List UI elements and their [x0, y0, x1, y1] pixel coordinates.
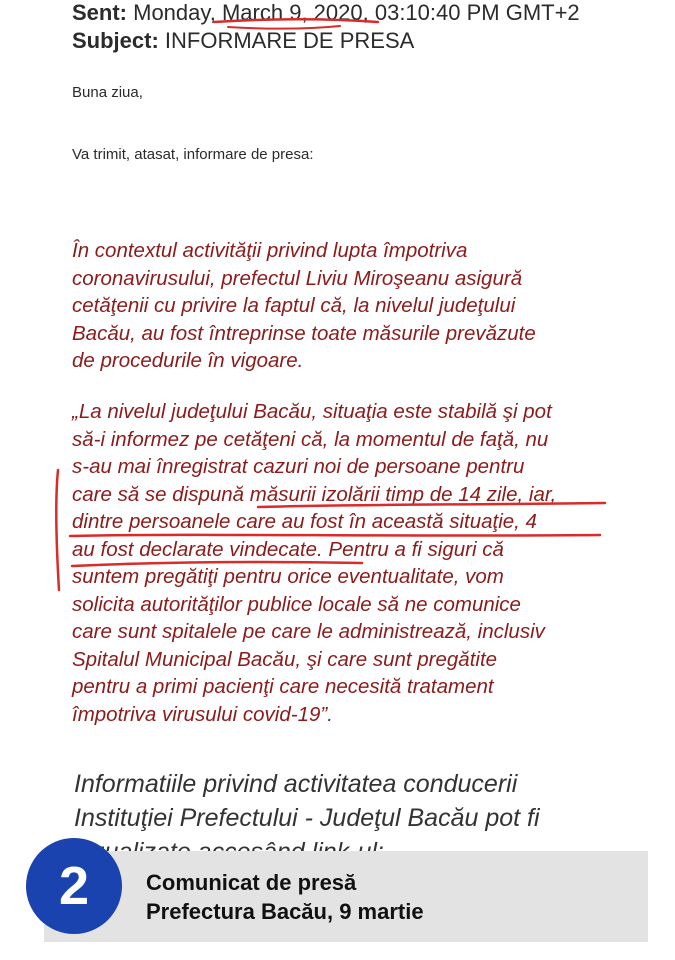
quote-line: s-au mai înregistrat cazuri noi de persoane pentru [72, 455, 525, 478]
press-quote-paragraph [72, 398, 662, 728]
sent-label: Sent: [72, 0, 127, 25]
press-paragraph-1 [72, 237, 662, 375]
sent-line [72, 0, 580, 26]
quote-line: dintre persoanele care au fost în această situaţie, 4 [72, 510, 537, 533]
quote-line: să-i informez pe cetăţeni că, la momentul de faţă, nu [72, 427, 549, 451]
quote-line: care sunt spitalele pe care le administrează, inclusiv [72, 620, 545, 643]
quote-line: au fost declarate vindecate. Pentru a fi siguri că [72, 537, 504, 561]
intro-text: Va trimit, atasat, informare de presa: [72, 146, 314, 163]
paragraph-line: coronavirusului, prefectul Liviu Miroşeanu asigură [72, 266, 523, 290]
quote-line: „La nivelul judeţului Bacău, situaţia este stabilă şi pot [72, 400, 552, 423]
sent-value: Monday, March 9, 2020, 03:10:40 PM GMT+2 [133, 0, 580, 25]
quote-line: pentru a primi pacienţi care necesită tratament [72, 675, 494, 698]
caption-subtitle: Prefectura Bacău, 9 martie [146, 899, 424, 924]
quote-line: solicita autorităţilor publice locale să ne comunice [72, 592, 521, 616]
quote-line: Spitalul Municipal Bacău, şi care sunt pregătite [72, 647, 498, 671]
paragraph-line: Bacău, au fost întreprinse toate măsurile prevăzute [72, 321, 536, 345]
subject-value: INFORMARE DE PRESA [164, 28, 415, 53]
info-line: Instituţiei Prefectului - Judeţul Bacău pot fi [74, 804, 540, 832]
margin-bracket [56, 470, 59, 590]
greeting-text: Buna ziua, [72, 84, 143, 101]
paragraph-line: de procedurile în vigoare. [72, 349, 304, 372]
quote-line: suntem pregătiţi pentru orice eventualitate, vom [72, 565, 504, 588]
caption-title: Comunicat de presă [146, 870, 357, 895]
info-line: Informatiile privind activitatea conducerii [74, 770, 518, 798]
quote-line: care să se dispună măsurii izolării timp de 14 zile, iar, [72, 482, 557, 506]
subject-label: Subject: [72, 28, 159, 53]
subject-line [72, 28, 414, 54]
quote-line: împotriva virusului covid-19”. [72, 702, 333, 726]
paragraph-line: cetăţenii cu privire la faptul că, la nivelul judeţului [72, 294, 516, 317]
number-badge: 2 [26, 838, 122, 934]
paragraph-line: În contextul activităţii privind lupta împotriva [72, 239, 468, 262]
